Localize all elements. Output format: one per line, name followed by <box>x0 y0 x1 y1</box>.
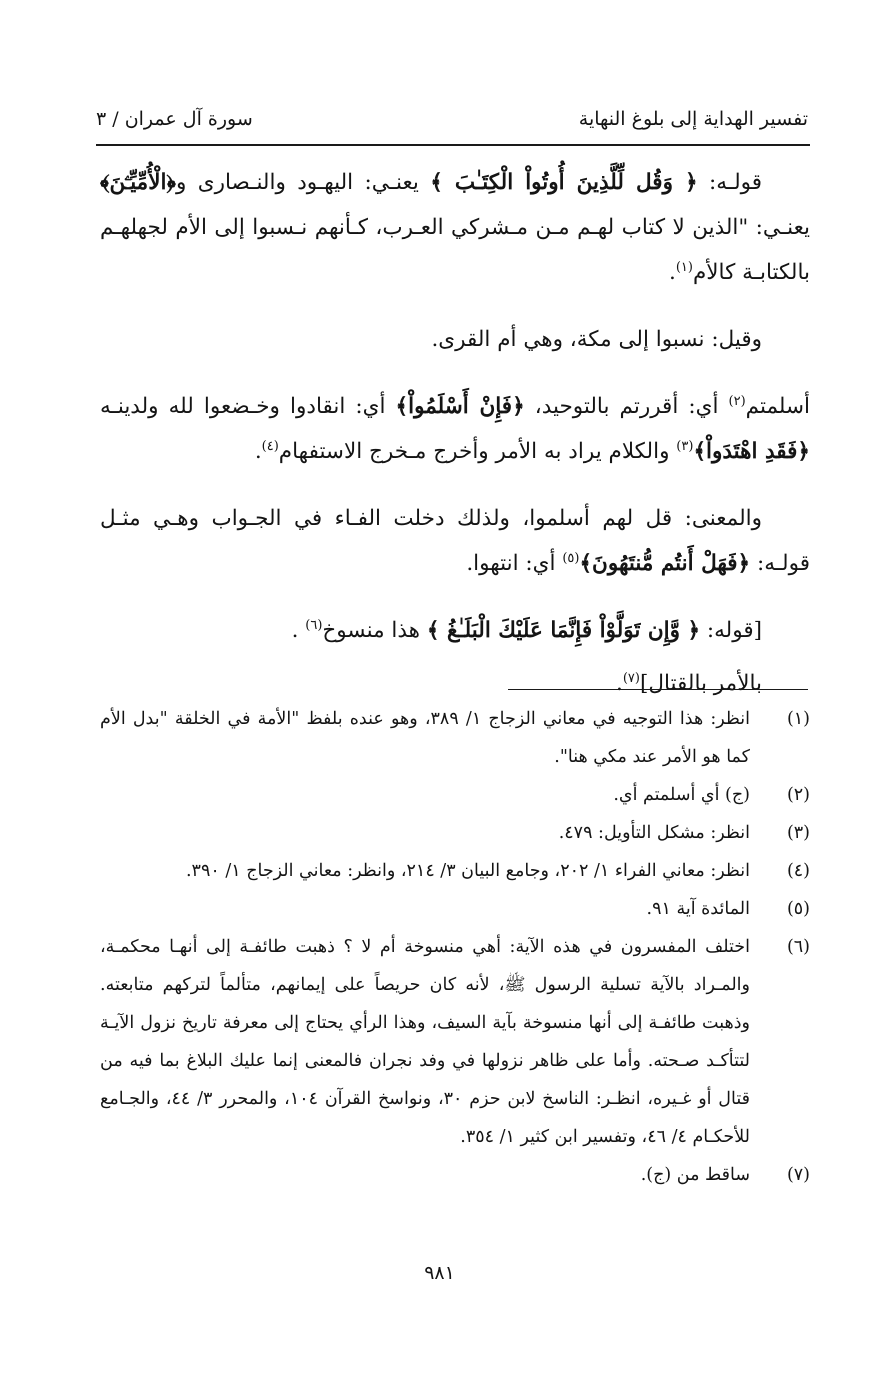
paragraph-6-text: بالأمر بالقتال] <box>639 671 762 696</box>
paragraph-2-text: وقيل: نسبوا إلى مكة، وهي أم القرى. <box>431 327 762 352</box>
footnote-number: (٣) <box>786 823 810 843</box>
footnote-text: المائدة آية ٩١. <box>646 899 750 919</box>
footnote-3 <box>100 814 810 852</box>
footnote-text: ساقط من (ج). <box>640 1165 750 1185</box>
footnote-number: (٢) <box>786 785 810 805</box>
quran-quote: ﴿فَإِنْ أَسْلَمُواْ﴾ <box>395 394 525 419</box>
paragraph-3-mid: أي: انقادوا وخـضعوا لله ولدينـه <box>100 394 396 419</box>
punctuation: . <box>615 671 623 696</box>
footnote-ref-2[interactable]: (٢) <box>728 393 746 409</box>
footnote-text: انظر: هذا التوجيه في معاني الزجاج ١/ ٣٨٩، وهو عنده بلفظ "الأمة في الخلقة "بدل الأم كما هو الأمر عند مكي هنا". <box>100 709 750 767</box>
footnote-ref-4[interactable]: (٤) <box>261 438 279 454</box>
punctuation: . <box>254 439 262 464</box>
paragraph-4 <box>100 496 810 586</box>
footnote-text: (ج) أي أسلمتم أي. <box>613 785 750 805</box>
page-number: ٩٨١ <box>424 1262 455 1284</box>
footnote-1 <box>100 700 810 776</box>
quran-quote: ﴿فَقَدِ اهْتَدَواْ﴾ <box>693 439 810 464</box>
paragraph-3-lead: أسلمتم <box>745 394 810 419</box>
paragraph-1-text: يعنـي: "الذين لا كتاب لهـم مـن مـشركي العـرب، كـأنهم نـسبوا إلى الأم لجهلهـم بالكتابـة كالأم <box>100 215 810 285</box>
footnote-number: (٤) <box>786 861 810 881</box>
paragraph-1-lead: قولـه: <box>697 170 763 195</box>
paragraph-3 <box>100 384 810 474</box>
paragraph-5-mid: هذا منسوخ <box>322 618 427 643</box>
footnote-2 <box>100 776 810 814</box>
footnote-4 <box>100 852 810 890</box>
paragraph-3-mid: أي: أقررتم بالتوحيد، <box>524 394 729 419</box>
paragraph-3-mid: والكلام يراد به الأمر وأخرج مـخرج الاستفهام <box>278 439 677 464</box>
running-header <box>96 104 808 144</box>
footnote-number: (٦) <box>786 937 810 957</box>
footnote-divider <box>508 689 808 690</box>
footnotes <box>100 700 810 1194</box>
paragraph-1 <box>100 160 810 295</box>
paragraph-5-lead: [قوله: <box>700 618 762 643</box>
quran-quote: ﴿ وَقُل لِّلَّذِينَ أُوتُواْ الْكِتَـٰبَ ﴾ <box>430 170 698 195</box>
punctuation: . <box>291 618 306 643</box>
book-title: تفسير الهداية إلى بلوغ النهاية <box>578 108 808 130</box>
paragraph-4-end: أي: انتهوا. <box>466 551 563 576</box>
footnote-number: (١) <box>786 709 810 729</box>
footnote-text: انظر: معاني الفراء ١/ ٢٠٢، وجامع البيان ٣/ ٢١٤، وانظر: معاني الزجاج ١/ ٣٩٠. <box>185 861 750 881</box>
footnote-ref-5[interactable]: (٥) <box>562 550 580 566</box>
footnote-ref-3[interactable]: (٣) <box>676 438 694 454</box>
footnote-number: (٥) <box>786 899 810 919</box>
footnote-text: اختلف المفسرون في هذه الآية: أهي منسوخة أم لا ؟ ذهبت طائفـة إلى أنهـا محكمـة، والمـراد بالآية تسلية الرسول ﷺ، لأنه كان حريصاً على إيمانهم، متألماً لتركهم متابعته. وذهبت طائفـة إلى أنها منسوخة بآية السيف، وهذا الرأي يحتاج إلى معرفة تاريخ نزول الآيـة لتتأكـد صـحته. وأما على ظاهر نزولها في وفد نجران فالمعنى إنما عليك البلاغ بما فيه من قتال أو غـيره، انظـر: الناسخ لابن حزم ٣٠، ونواسخ القرآن ١٠٤، والمحرر ٣/ ٤٤، والجـامع للأحكـام ٤/ ٤٦، وتفسير ابن كثير ١/ ٣٥٤. <box>100 937 750 1147</box>
footnote-ref-6[interactable]: (٦) <box>305 617 323 633</box>
punctuation: . <box>669 260 676 285</box>
footnote-6 <box>100 928 810 1156</box>
footnote-5 <box>100 890 810 928</box>
footnote-ref-7[interactable]: (٧) <box>622 670 640 686</box>
footnote-number: (٧) <box>786 1165 810 1185</box>
footnote-7 <box>100 1156 810 1194</box>
header-divider <box>96 144 810 146</box>
quran-quote: ﴿الْأُمِّيِّـۧنَ﴾ <box>100 170 176 195</box>
surah-label: سورة آل عمران / ٣ <box>96 108 253 130</box>
paragraph-4-lead: والمعنى: قل لهم أسلموا، ولذلك دخلت الفـاء في الجـواب وهـي مثـل قولـه: <box>100 506 810 576</box>
footnote-ref-1[interactable]: (١) <box>675 259 693 275</box>
footnote-text: انظر: مشكل التأويل: ٤٧٩. <box>558 823 750 843</box>
main-text <box>100 160 810 728</box>
paragraph-2 <box>100 317 810 362</box>
quran-quote: ﴿فَهَلْ أَنتُم مُّنتَهُونَ﴾ <box>579 551 751 576</box>
quran-quote: ﴿ وَّإِن تَوَلَّوْاْ فَإِنَّمَا عَلَيْكَ الْبَلَـٰغُ ﴾ <box>426 618 701 643</box>
paragraph-5 <box>100 608 810 653</box>
paragraph-1-mid: يعنـي: اليهـود والنـصارى و <box>175 170 431 195</box>
